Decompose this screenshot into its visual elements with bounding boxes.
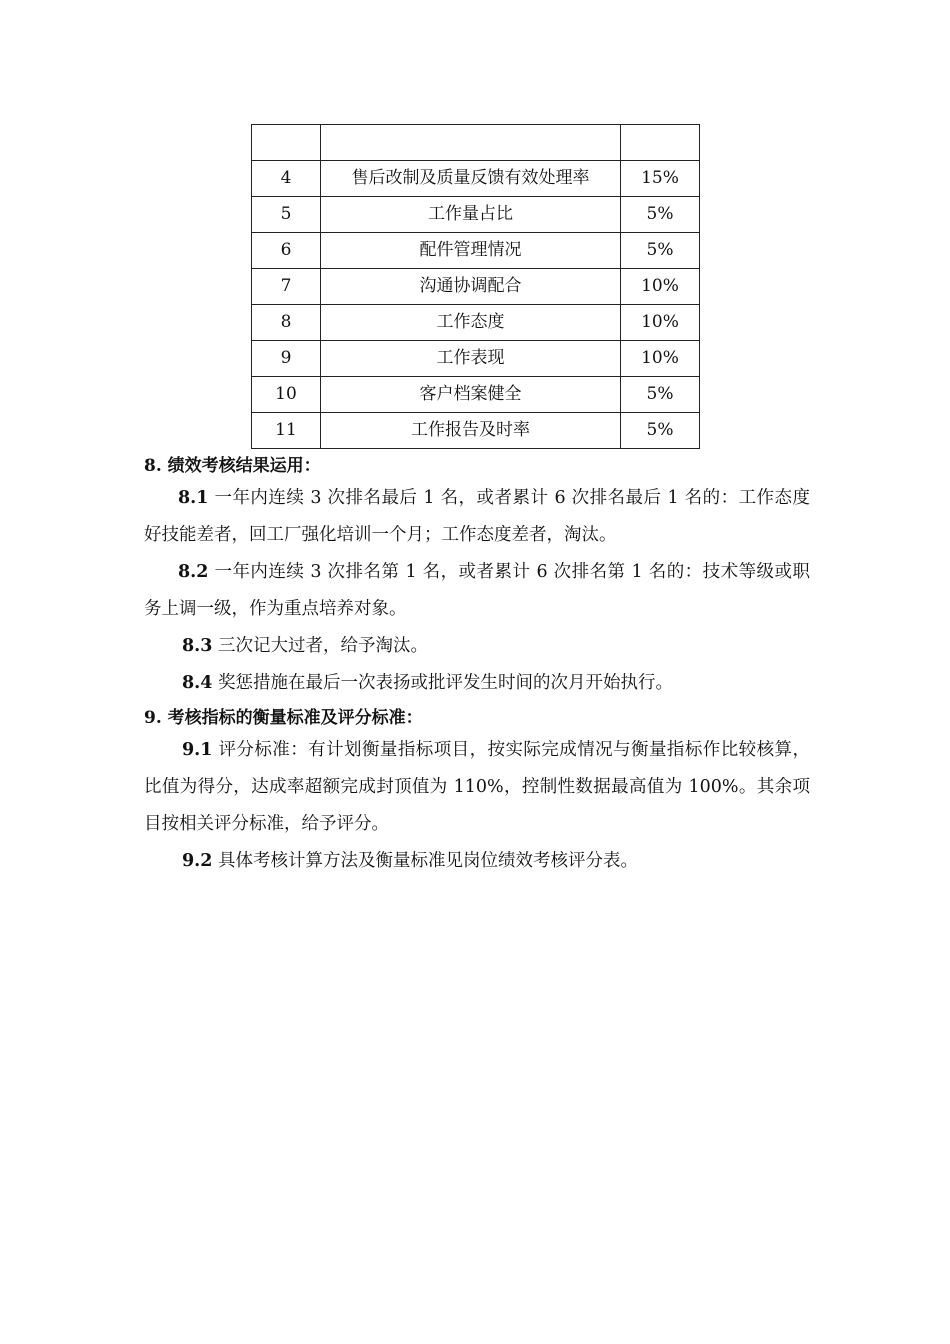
clause-number: 9.2 [182, 851, 213, 871]
table-row [252, 197, 700, 233]
table-row [252, 161, 700, 197]
clause-8-4 [144, 665, 810, 702]
indicator-weight: 5% [621, 197, 700, 233]
indicator-name [321, 125, 621, 161]
row-number: 11 [252, 413, 321, 449]
indicator-weight: 5% [621, 413, 700, 449]
indicator-weight [621, 125, 700, 161]
clause-text: 奖惩措施在最后一次表扬或批评发生时间的次月开始执行。 [212, 673, 674, 693]
indicator-name: 工作态度 [321, 305, 621, 341]
table-row [252, 305, 700, 341]
indicator-name: 沟通协调配合 [321, 269, 621, 305]
row-number: 5 [252, 197, 321, 233]
clause-8-2 [144, 554, 810, 628]
row-number: 8 [252, 305, 321, 341]
clause-8-1 [144, 480, 810, 554]
indicator-name: 工作表现 [321, 341, 621, 377]
clause-text: 三次记大过者，给予淘汰。 [212, 636, 429, 656]
row-number: 6 [252, 233, 321, 269]
indicator-weight: 15% [621, 161, 700, 197]
table-row [252, 377, 700, 413]
indicator-weight: 10% [621, 305, 700, 341]
section-8-heading: 8. 绩效考核结果运用： [144, 456, 321, 476]
indicator-weight: 5% [621, 377, 700, 413]
indicator-name: 工作报告及时率 [321, 413, 621, 449]
body-text [144, 452, 810, 880]
row-number: 9 [252, 341, 321, 377]
clause-number: 9.1 [182, 740, 213, 760]
clause-number: 8.1 [178, 488, 209, 508]
row-number [252, 125, 321, 161]
indicator-name: 客户档案健全 [321, 377, 621, 413]
table-row [252, 125, 700, 161]
clause-8-3 [144, 628, 810, 665]
indicator-name: 售后改制及质量反馈有效处理率 [321, 161, 621, 197]
clause-9-1 [144, 732, 810, 843]
indicator-name: 工作量占比 [321, 197, 621, 233]
table-row [252, 341, 700, 377]
clause-9-2 [144, 843, 810, 880]
table-row [252, 269, 700, 305]
row-number: 10 [252, 377, 321, 413]
indicator-name: 配件管理情况 [321, 233, 621, 269]
table-row [252, 413, 700, 449]
kpi-weight-table [251, 124, 700, 449]
clause-number: 8.2 [178, 562, 209, 582]
clause-text: 具体考核计算方法及衡量标准见岗位绩效考核评分表。 [212, 851, 639, 871]
row-number: 4 [252, 161, 321, 197]
table-row [252, 233, 700, 269]
clause-text: 一年内连续 3 次排名第 1 名，或者累计 6 次排名第 1 名的：技术等级或职务上调一级，作为重点培养对象。 [144, 562, 810, 619]
section-9-heading: 9. 考核指标的衡量标准及评分标准： [144, 708, 423, 728]
clause-number: 8.4 [182, 673, 213, 693]
indicator-weight: 10% [621, 269, 700, 305]
clause-text: 一年内连续 3 次排名最后 1 名，或者累计 6 次排名最后 1 名的：工作态度好技能差者，回工厂强化培训一个月；工作态度差者，淘汰。 [144, 488, 810, 545]
clause-text: 评分标准：有计划衡量指标项目，按实际完成情况与衡量指标作比较核算，比值为得分，达成率超额完成封顶值为 110%，控制性数据最高值为 100%。其余项目按相关评分标准，给予评分。 [144, 740, 810, 834]
row-number: 7 [252, 269, 321, 305]
indicator-weight: 5% [621, 233, 700, 269]
indicator-weight: 10% [621, 341, 700, 377]
clause-number: 8.3 [182, 636, 213, 656]
